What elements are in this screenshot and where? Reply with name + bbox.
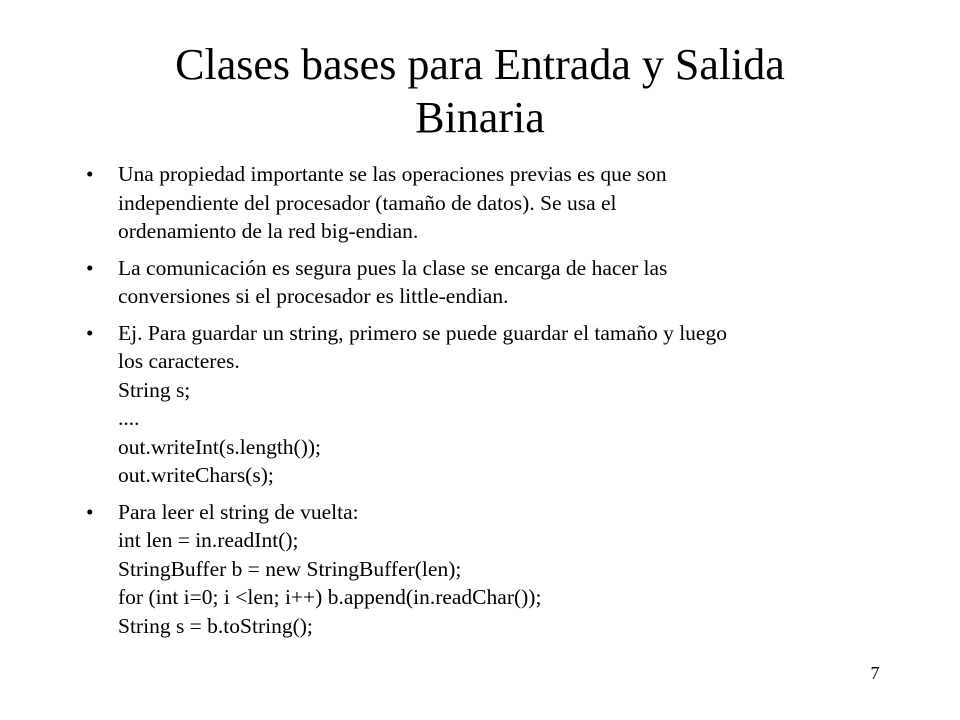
bullet-point-icon: •: [86, 320, 94, 345]
bullet-list: [86, 160, 886, 648]
bullet-line: Para leer el string de vuelta:: [118, 499, 359, 524]
code-line: String s;: [118, 377, 191, 402]
bullet-point-icon: •: [86, 162, 94, 186]
bullet-line: Ej. Para guardar un string, primero se puede guardar el tamaño y luego: [118, 320, 727, 345]
slide-title: [60, 38, 900, 144]
page-number: 7: [870, 663, 880, 683]
code-line: String s = b.toString();: [118, 613, 313, 638]
bullet-line: La comunicación es segura pues la clase se encarga de hacer las: [118, 255, 668, 280]
bullet-line: Una propiedad importante se las operaciones previas es que son: [118, 162, 667, 186]
bullet-line: independiente del procesador (tamaño de datos). Se usa el: [118, 190, 617, 215]
code-line: ....: [118, 406, 140, 430]
bullet-item-binary-property: [86, 160, 886, 246]
slide-title-line-1: Clases bases para Entrada y Salida: [175, 40, 785, 89]
bullet-line: ordenamiento de la red big-endian.: [118, 219, 419, 243]
code-line: out.writeInt(s.length());: [118, 434, 322, 459]
code-line: StringBuffer b = new StringBuffer(len);: [118, 556, 462, 581]
slide-title-line-2: Binaria: [415, 93, 545, 142]
code-line: int len = in.readInt();: [118, 528, 299, 552]
code-line: out.writeChars(s);: [118, 463, 274, 487]
bullet-line: los caracteres.: [118, 349, 240, 373]
bullet-point-icon: •: [86, 499, 94, 524]
bullet-item-safe-communication: [86, 254, 886, 311]
bullet-item-read-example: [86, 498, 886, 641]
bullet-item-write-example: [86, 319, 886, 490]
bullet-line: conversiones si el procesador es little-endian.: [118, 284, 509, 308]
bullet-point-icon: •: [86, 255, 94, 280]
code-line: for (int i=0; i <len; i++) b.append(in.readChar());: [118, 585, 542, 609]
